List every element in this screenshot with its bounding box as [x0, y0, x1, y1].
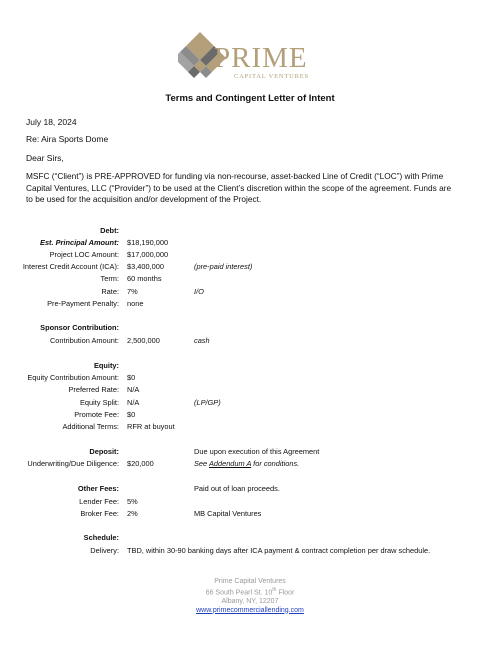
underwriting-note-pre: See: [194, 459, 209, 468]
ica-row: [0, 261, 500, 273]
term-label: Term:: [100, 274, 119, 283]
delivery-row: [0, 545, 500, 557]
ica-value: $3,400,000: [127, 262, 164, 271]
project-loc-row: [0, 249, 500, 261]
deposit-note: Due upon execution of this Agreement: [194, 447, 320, 456]
preferred-row: [0, 384, 500, 396]
equity-contrib-value: $0: [127, 373, 136, 382]
ica-label: Interest Credit Account (ICA):: [22, 262, 119, 271]
broker-fee-value: 2%: [127, 509, 138, 518]
principal-label: Est. Principal Amount:: [40, 238, 119, 247]
intro-paragraph: MSFC (“Client”) is PRE-APPROVED for funding via non-recourse, asset-backed Line of Credit (“LOC”) with Prime Capital Ventures, LLC (“Provider”) to be used at the Client’s discretion within the scope of the agreement. Funds are to be used for the acquisition and/or development of the Project.: [26, 171, 452, 204]
rate-label: Rate:: [101, 287, 119, 296]
contribution-value: 2,500,000: [127, 336, 160, 345]
ica-note: (pre-paid interest): [194, 262, 253, 271]
letter-date: July 18, 2024: [26, 117, 77, 127]
contribution-row: [0, 335, 500, 347]
other-fees-heading: Other Fees:: [77, 484, 119, 493]
underwriting-note-post: for conditions.: [251, 459, 300, 468]
logo-brand-text: PRIME: [214, 42, 308, 74]
salutation: Dear Sirs,: [26, 153, 64, 163]
split-row: [0, 397, 500, 409]
equity-contrib-label: Equity Contribution Amount:: [27, 373, 119, 382]
sponsor-heading: Sponsor Contribution:: [40, 323, 119, 332]
term-row: [0, 273, 500, 285]
footer-city: Albany, NY, 12207: [221, 598, 279, 606]
lender-fee-row: [0, 496, 500, 508]
prepay-label: Pre-Payment Penalty:: [47, 299, 119, 308]
preferred-value: N/A: [127, 385, 140, 394]
rate-value: 7%: [127, 287, 138, 296]
lender-fee-value: 5%: [127, 497, 138, 506]
underwriting-row: [0, 458, 500, 470]
letter-subject: Re: Aira Sports Dome: [26, 134, 109, 144]
contribution-label: Contribution Amount:: [49, 336, 119, 345]
underwriting-note: [194, 458, 299, 470]
other-fees-note: Paid out of loan proceeds.: [194, 484, 280, 493]
delivery-label: Delivery:: [90, 546, 119, 555]
split-label: Equity Split:: [79, 398, 119, 407]
footer-address-block: [0, 578, 500, 615]
equity-contrib-row: [0, 372, 500, 384]
additional-label: Additional Terms:: [62, 422, 119, 431]
split-value: N/A: [127, 398, 140, 407]
prepay-value: none: [127, 299, 144, 308]
document-title: Terms and Contingent Letter of Intent: [165, 93, 335, 104]
split-note: (LP/GP): [194, 398, 221, 407]
footer-company: Prime Capital Ventures: [214, 578, 286, 585]
broker-fee-label: Broker Fee:: [80, 509, 119, 518]
deposit-heading: Deposit:: [89, 447, 119, 456]
footer-street-pre: 66 South Pearl St. 10: [205, 589, 273, 597]
other-fees-heading-row: [0, 483, 500, 495]
delivery-value: TBD, within 30-90 banking days after ICA payment & contract completion per draw schedule.: [127, 546, 431, 555]
project-loc-label: Project LOC Amount:: [49, 250, 119, 259]
footer-street-sup: th: [272, 587, 277, 594]
project-loc-value: $17,000,000: [127, 250, 169, 259]
term-value: 60 months: [127, 274, 162, 283]
broker-fee-note: MB Capital Ventures: [194, 509, 262, 518]
deposit-heading-row: [0, 446, 500, 458]
underwriting-value: $20,000: [127, 459, 154, 468]
rate-row: [0, 286, 500, 298]
contribution-note: cash: [194, 336, 210, 345]
underwriting-label: Underwriting/Due Diligence:: [27, 459, 119, 468]
equity-heading: Equity:: [93, 361, 119, 370]
schedule-heading: Schedule:: [83, 533, 119, 542]
prepay-row: [0, 298, 500, 310]
logo-subtitle: CAPITAL VENTURES: [234, 73, 309, 80]
promote-label: Promote Fee:: [74, 410, 119, 419]
debt-heading-row: [0, 225, 500, 237]
schedule-heading-row: [0, 532, 500, 544]
principal-value: $18,190,000: [127, 238, 169, 247]
lender-fee-label: Lender Fee:: [79, 497, 119, 506]
addendum-a-link[interactable]: Addendum A: [208, 459, 252, 468]
preferred-label: Preferred Rate:: [68, 385, 119, 394]
broker-fee-row: [0, 508, 500, 520]
footer-street: [0, 586, 500, 598]
debt-heading: Debt:: [100, 226, 119, 235]
promote-value: $0: [127, 410, 136, 419]
footer-street-post: Floor: [276, 589, 295, 597]
rate-note: I/O: [194, 287, 204, 296]
promote-row: [0, 409, 500, 421]
sponsor-heading-row: [0, 322, 500, 334]
additional-row: [0, 421, 500, 433]
additional-value: RFR at buyout: [127, 422, 175, 431]
equity-heading-row: [0, 360, 500, 372]
principal-row: [0, 237, 500, 249]
footer-website-link[interactable]: www.primecommerciallending.com: [196, 606, 304, 614]
